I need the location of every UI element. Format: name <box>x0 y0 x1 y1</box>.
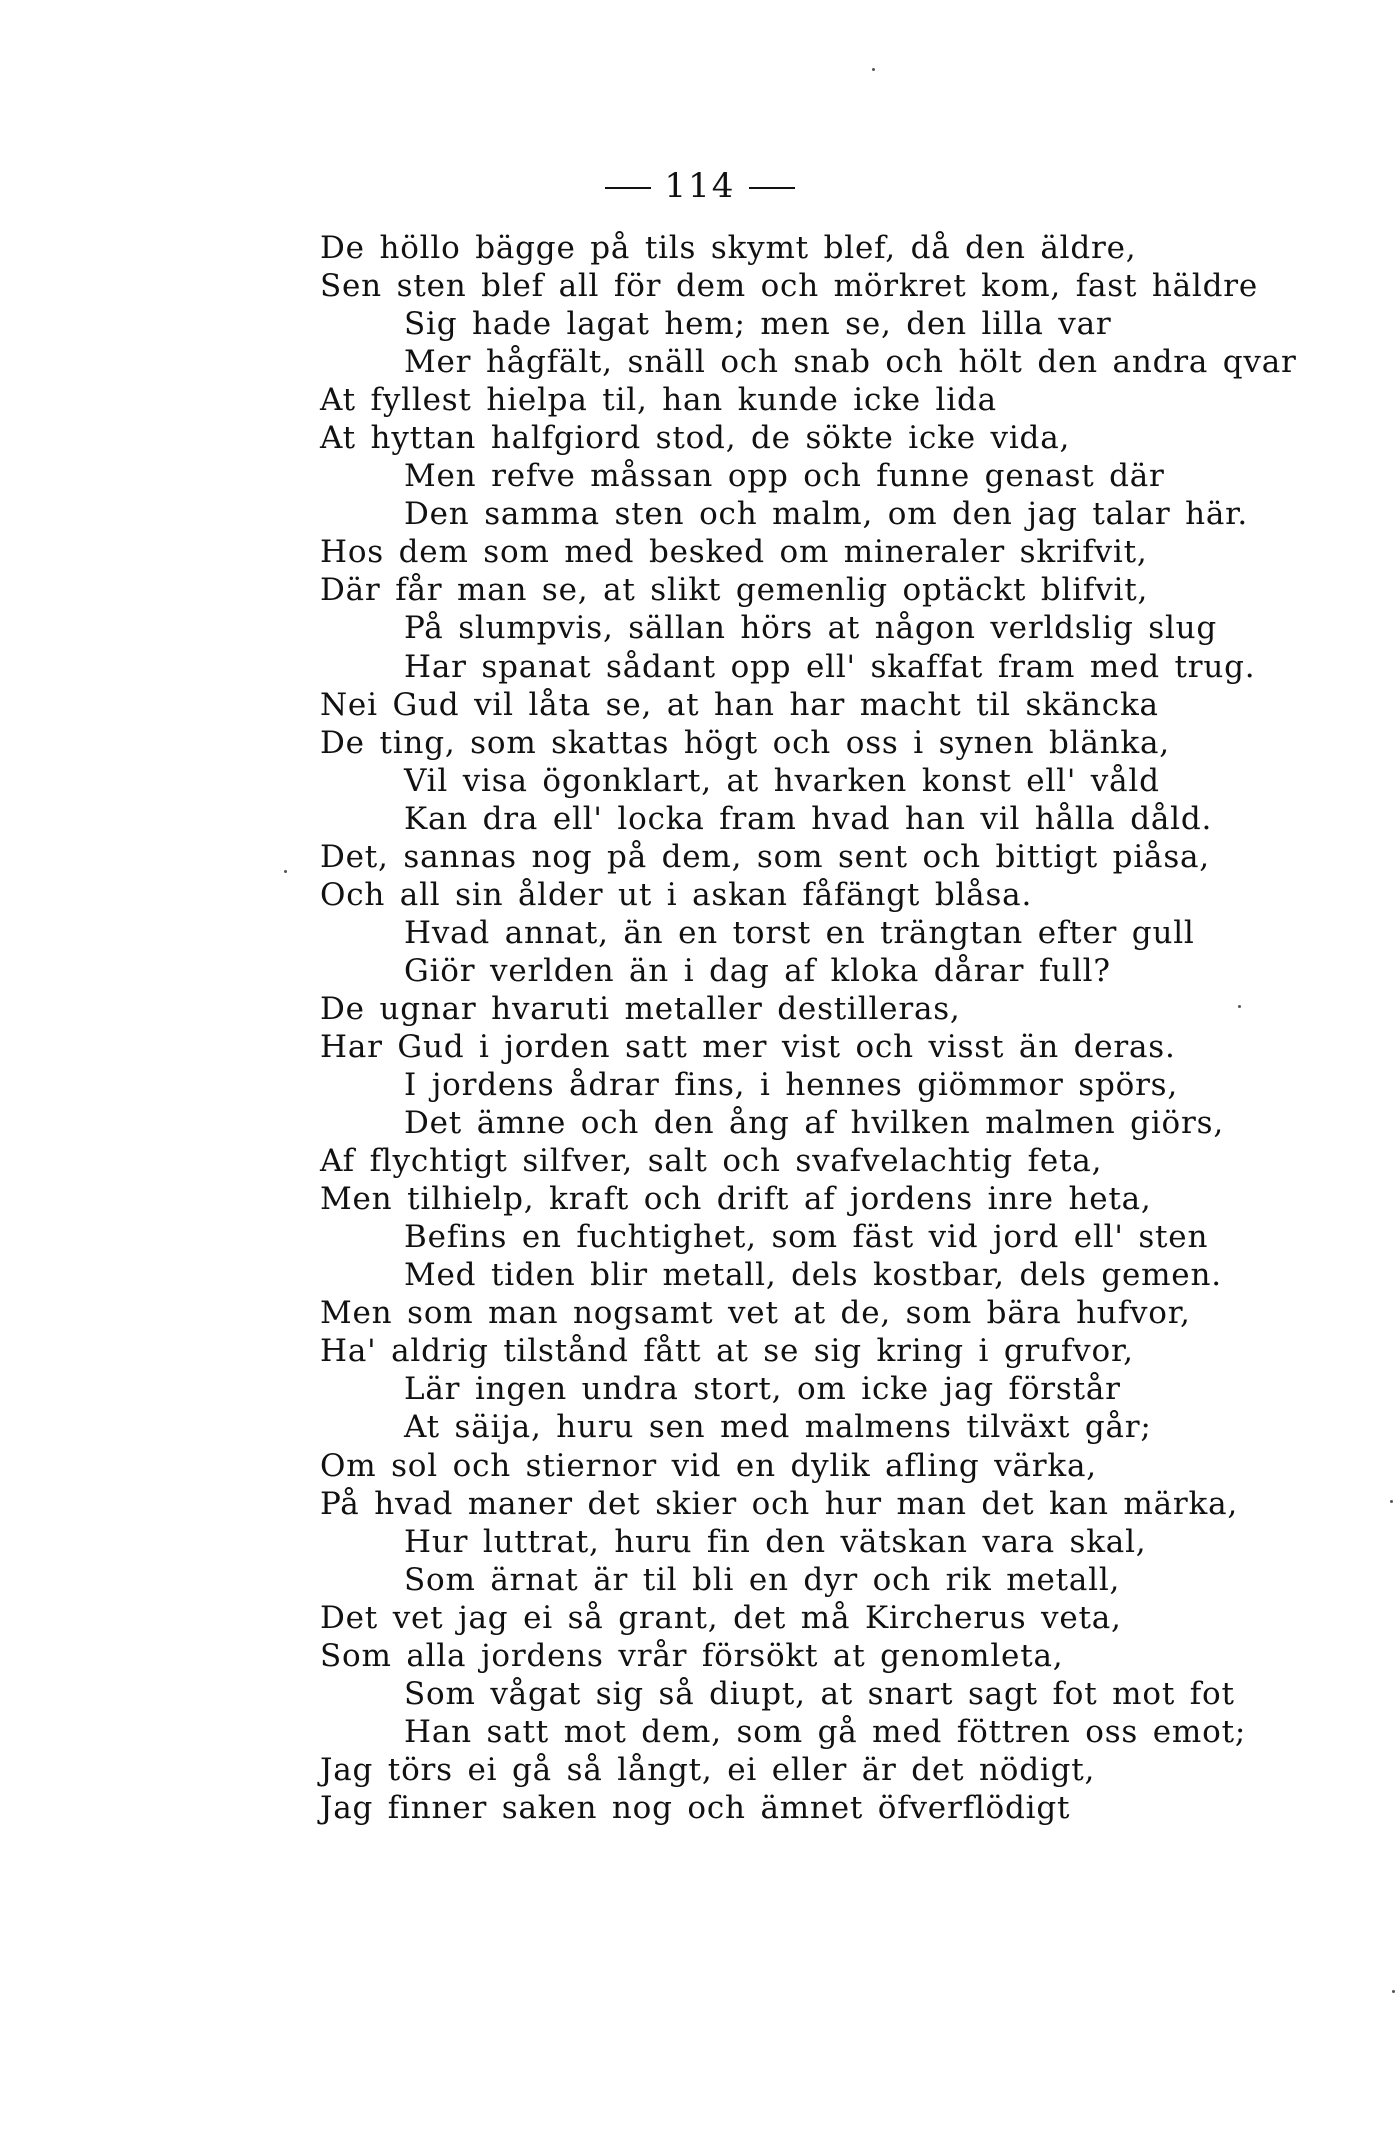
poem-line: De höllo bägge på tils skymt blef, då den äldre, <box>320 230 1137 266</box>
poem-line: Af flychtigt silfver, salt och svafvelachtig feta, <box>320 1143 1103 1180</box>
poem-line: At hyttan halfgiord stod, de sökte icke vida, <box>320 420 1071 457</box>
poem-line: Har Gud i jorden satt mer vist och visst än deras. <box>320 1028 1176 1065</box>
poem-line: At fyllest hielpa til, han kunde icke lida <box>320 382 997 419</box>
page-number-header <box>0 166 1400 206</box>
poem-line: På hvad maner det skier och hur man det kan märka, <box>320 1485 1238 1522</box>
poem-line: Det vet jag ei så grant, det må Kircherus veta, <box>320 1599 1122 1636</box>
print-speck <box>284 870 287 873</box>
poem-line: Det, sannas nog på dem, som sent och bittigt piåsa, <box>320 838 1210 875</box>
poem-line: Men som man nogsamt vet at de, som bära hufvor, <box>320 1295 1191 1332</box>
right-dash <box>749 187 795 189</box>
print-speck <box>1392 1990 1395 1993</box>
poem-line: Där får man se, at slikt gemenlig optäckt blifvit, <box>320 572 1149 609</box>
poem-line: Vil visa ögonklart, at hvarken konst ell' våld <box>404 762 1160 799</box>
poem-line: Sen sten blef all för dem och mörkret kom, fast häldre <box>320 268 1259 305</box>
poem-text <box>320 229 1330 1827</box>
poem-line: Lär ingen undra stort, om icke jag förstår <box>404 1371 1121 1408</box>
poem-line: Men tilhielp, kraft och drift af jordens inre heta, <box>320 1181 1152 1218</box>
poem-line: Jag törs ei gå så långt, ei eller är det nödigt, <box>320 1751 1096 1788</box>
poem-line: Hvad annat, än en torst en trängtan efter gull <box>404 914 1195 951</box>
poem-line: Giör verlden än i dag af kloka dårar full? <box>404 952 1111 989</box>
poem-line: Kan dra ell' locka fram hvad han vil hålla dåld. <box>404 800 1213 837</box>
poem-line: Hos dem som med besked om mineraler skrifvit, <box>320 534 1148 571</box>
poem-line: Som alla jordens vrår försökt at genomleta, <box>320 1637 1064 1674</box>
poem-line: Den samma sten och malm, om den jag talar här. <box>404 496 1249 533</box>
poem-line: Har spanat sådant opp ell' skaffat fram med trug. <box>404 648 1256 685</box>
poem-line: At säija, huru sen med malmens tilväxt går; <box>404 1409 1152 1446</box>
poem-line: Som ärnat är til bli en dyr och rik metall, <box>404 1561 1121 1598</box>
poem-line: Hur luttrat, huru fin den vätskan vara skal, <box>404 1523 1147 1560</box>
poem-line: Om sol och stiernor vid en dylik afling värka, <box>320 1447 1097 1484</box>
poem-line: De ugnar hvaruti metaller destilleras, <box>320 990 961 1027</box>
print-speck <box>872 68 875 71</box>
poem-line: Befins en fuchtighet, som fäst vid jord ell' sten <box>404 1219 1209 1256</box>
print-speck <box>1238 1005 1241 1008</box>
page-number: 114 <box>664 166 736 206</box>
poem-line: Som vågat sig så diupt, at snart sagt fot mot fot <box>404 1675 1235 1712</box>
poem-line: Han satt mot dem, som gå med föttren oss emot; <box>404 1713 1247 1750</box>
poem-line: På slumpvis, sällan hörs at någon verldslig slug <box>404 610 1218 647</box>
poem-line: Med tiden blir metall, dels kostbar, dels gemen. <box>404 1257 1222 1294</box>
poem-line: Det ämne och den ång af hvilken malmen giörs, <box>404 1105 1224 1142</box>
poem-line: Nei Gud vil låta se, at han har macht til skäncka <box>320 686 1159 723</box>
poem-line: Jag finner saken nog och ämnet öfverflödigt <box>320 1789 1071 1826</box>
poem-line: I jordens ådrar fins, i hennes giömmor spörs, <box>404 1067 1179 1104</box>
poem-line: Mer hågfält, snäll och snab och hölt den andra qvar <box>404 344 1297 381</box>
poem-line: Men refve måssan opp och funne genast där <box>404 458 1165 495</box>
poem-line: Sig hade lagat hem; men se, den lilla var <box>404 306 1112 343</box>
left-dash <box>605 187 651 189</box>
poem-line: Och all sin ålder ut i askan fåfängt blåsa. <box>320 876 1033 913</box>
poem-line: Ha' aldrig tilstånd fått at se sig kring i grufvor, <box>320 1333 1134 1370</box>
print-speck <box>1390 1500 1393 1503</box>
poem-line: De ting, som skattas högt och oss i synen blänka, <box>320 724 1170 761</box>
